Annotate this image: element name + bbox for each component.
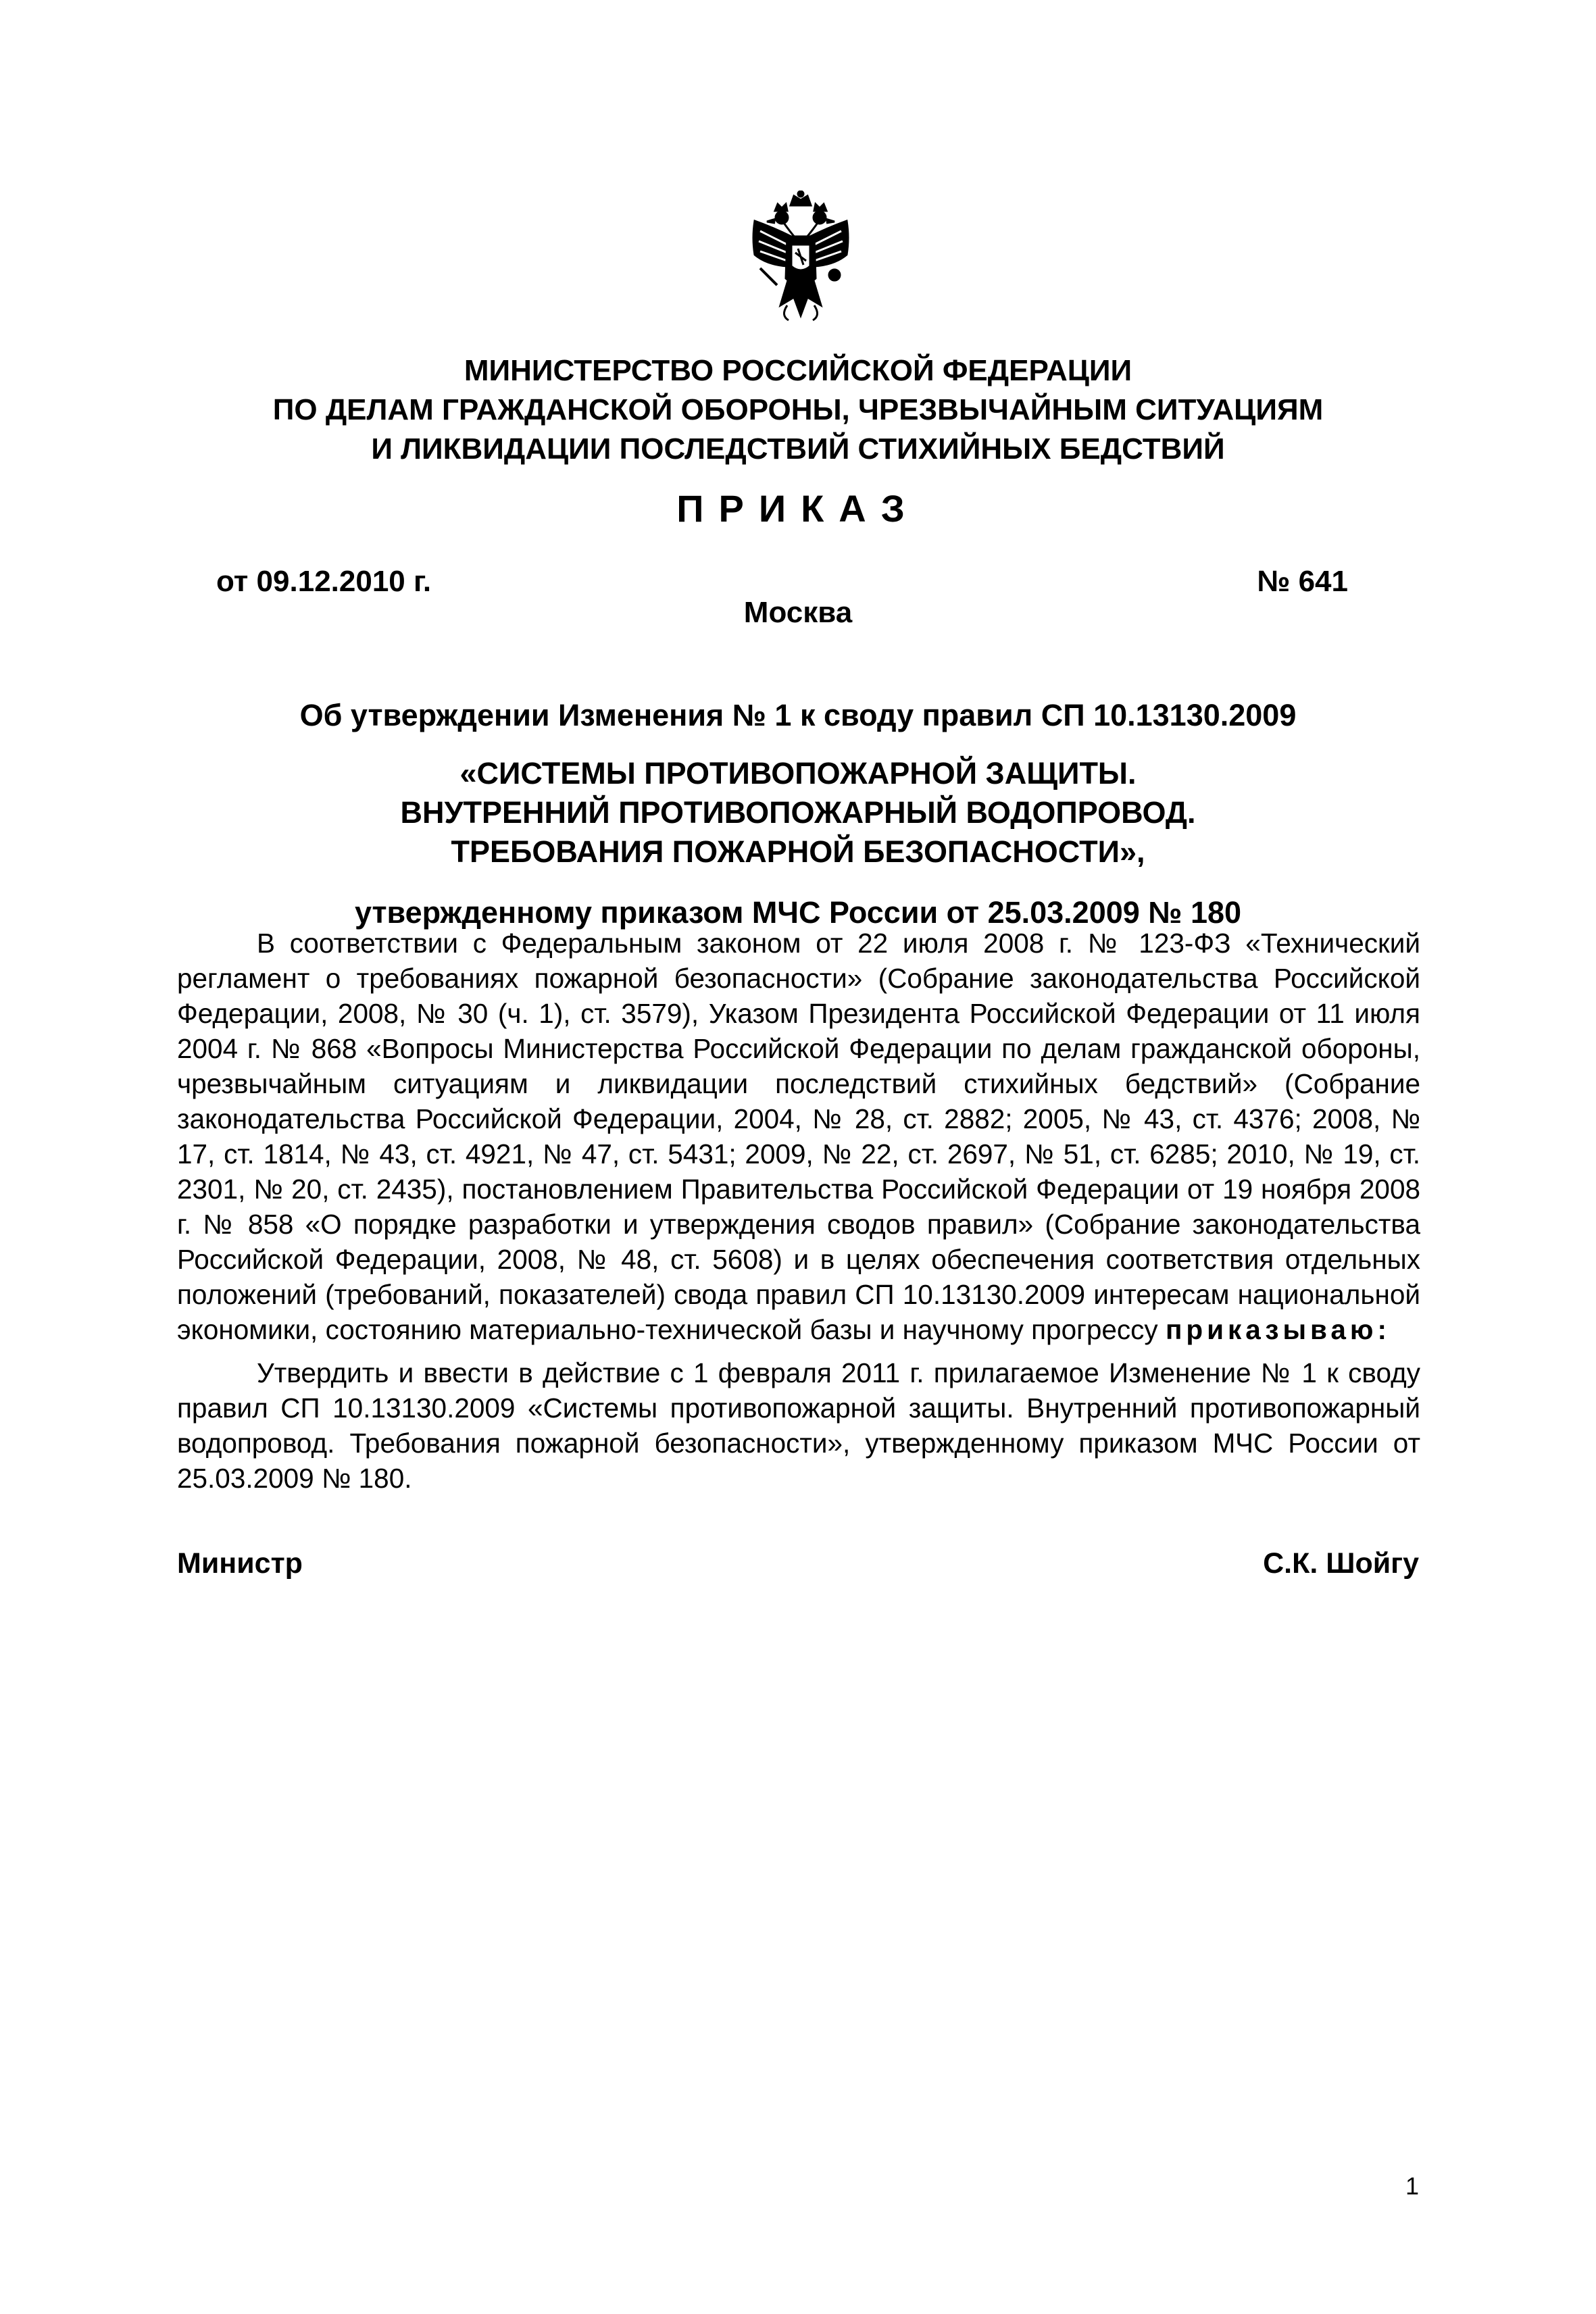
body-paragraph-2: Утвердить и ввести в действие с 1 февраля 2011 г. прилагаемое Изменение № 1 к своду правил СП 10.13130.2009 «Системы противопожарной защиты. Внутренний противопожарный водопровод. Требования пожарной безопасности», утвержденному приказом МЧС России от 25.03.2009 № 180. [177, 1357, 1420, 1494]
body-paragraph-1 [177, 926, 1420, 1347]
paragraph-1-text: В соответствии с Федеральным законом от 22 июля 2008 г. № 123-ФЗ «Технический регламент о требованиях пожарной безопасности» (Собрание законодательства Российской Федерации, 2008, № 30 (ч. 1), ст. 3579), Указом Президента Российской Федерации от 11 июля 2004 г. № 868 «Вопросы Министерства Российской Федерации по делам гражданской обороны, чрезвычайным ситуациям и ликвидации последствий стихийных бедствий» (Собрание законодательства Российской Федерации, 2004, № 28, ст. 2882; 2005, № 43, ст. 4376; 2008, № 17, ст. 1814, № 43, ст. 4921, № 47, ст. 5431; 2009, № 22, ст. 2697, № 51, ст. 6285; 2010, № 19, ст. 2301, № 20, ст. 2435), постановлением Правительства Российской Федерации от 19 ноября 2008 г. № 858 «О порядке разработки и утверждения сводов правил» (Собрание законодательства Российской Федерации, 2008, № 48, ст. 5608) и в целях обеспечения соответствия отдельных положений (требований, показателей) свода правил СП 10.13130.2009 интересам национальной экономики, состоянию материально-технической базы и научному прогрессу [177, 928, 1420, 1345]
order-date: от 09.12.2010 г. [216, 565, 432, 598]
order-number: № 641 [1257, 565, 1348, 598]
subject-line-4: ТРЕБОВАНИЯ ПОЖАРНОЙ БЕЗОПАСНОСТИ», [451, 834, 1145, 869]
ministry-line-3: И ЛИКВИДАЦИИ ПОСЛЕДСТВИЙ СТИХИЙНЫХ БЕДСТВИЙ [371, 432, 1225, 466]
subject-line-2: «СИСТЕМЫ ПРОТИВОПОЖАРНОЙ ЗАЩИТЫ. [459, 756, 1137, 790]
ministry-line-1: МИНИСТЕРСТВО РОССИЙСКОЙ ФЕДЕРАЦИИ [464, 354, 1132, 387]
ministry-name [203, 351, 1393, 469]
order-title: ПРИКАЗ [676, 487, 920, 530]
order-city: Москва [743, 596, 853, 629]
subject-line-1: Об утверждении Изменения № 1 к своду правил СП 10.13130.2009 [299, 698, 1297, 732]
ministry-line-2: ПО ДЕЛАМ ГРАЖДАНСКОЙ ОБОРОНЫ, ЧРЕЗВЫЧАЙНЫМ СИТУАЦИЯМ [272, 393, 1324, 426]
page-number: 1 [1405, 2172, 1419, 2200]
order-directive: приказываю: [1165, 1314, 1391, 1345]
order-body [177, 926, 1420, 1496]
subject-line-3: ВНУТРЕННИЙ ПРОТИВОПОЖАРНЫЙ ВОДОПРОВОД. [400, 795, 1196, 830]
double-headed-eagle-emblem [740, 191, 862, 326]
subject-line-5: утвержденному приказом МЧС России от 25.03.2009 № 180 [354, 895, 1242, 930]
order-subject [203, 696, 1393, 932]
signatory-name: С.К. Шойгу [1263, 1547, 1419, 1580]
signatory-position: Министр [177, 1547, 303, 1580]
